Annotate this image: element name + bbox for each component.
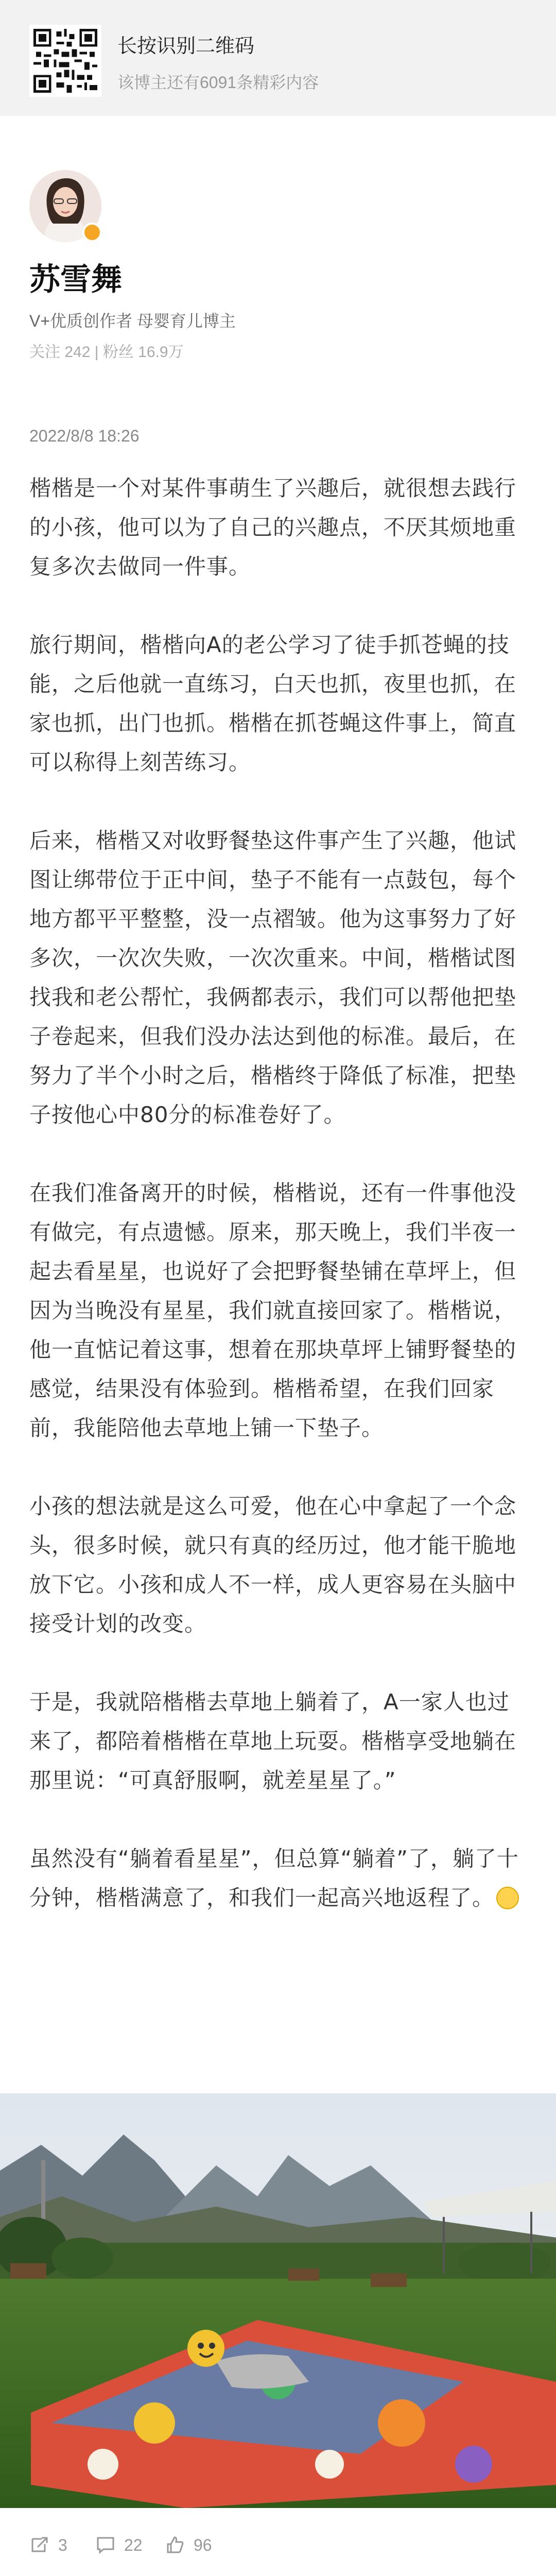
repost-button[interactable] bbox=[29, 2535, 67, 2555]
laughing-face-emoji-icon bbox=[496, 1887, 519, 1909]
banner-title: 长按识别二维码 bbox=[117, 36, 255, 57]
thumbs-up-icon bbox=[165, 2535, 185, 2555]
repost-count: 3 bbox=[58, 2535, 67, 2554]
post-photo[interactable] bbox=[0, 2093, 556, 2508]
like-button[interactable] bbox=[165, 2535, 212, 2555]
action-bar bbox=[0, 2508, 556, 2576]
paragraph: 在我们准备离开的时候，楷楷说，还有一件事他没有做完，有点遗憾。原来，那天晚上，我们半夜一起去看星星，也说好了会把野餐垫铺在草坪上，但因为当晚没有星星，我们就直接回家了。楷楷说，他一直惦记着这事，想着在那块草坪上铺野餐垫的感觉，结果没有体验到。楷楷希望，在我们回家前，我能陪他去草地上铺一下垫子。 bbox=[29, 1180, 517, 1440]
paragraph: 小孩的想法就是这么可爱，他在心中拿起了一个念头，很多时候，就只有真的经历过，他才能干脆地放下它。小孩和成人不一样，成人更容易在头脑中接受计划的改变。 bbox=[29, 1494, 517, 1636]
comment-icon bbox=[95, 2535, 116, 2555]
author-stats: 关注 242 | 粉丝 16.9万 bbox=[29, 344, 184, 361]
paragraph-last bbox=[29, 1839, 529, 1918]
paragraph: 旅行期间，楷楷向A的老公学习了徒手抓苍蝇的技能，之后他就一直练习，白天也抓，夜里也抓，在家也抓，出门也抓。楷楷在抓苍蝇这件事上，简直可以称得上刻苦练习。 bbox=[29, 632, 517, 775]
comment-count: 22 bbox=[124, 2535, 143, 2554]
qr-banner[interactable] bbox=[0, 0, 556, 116]
comment-button[interactable] bbox=[95, 2535, 143, 2555]
repost-icon bbox=[29, 2535, 50, 2555]
verified-badge-icon bbox=[82, 223, 102, 242]
paragraph: 于是，我就陪楷楷去草地上躺着了，A一家人也过来了，都陪着楷楷在草地上玩耍。楷楷享受地躺在那里说：“可真舒服啊，就差星星了。” bbox=[29, 1689, 517, 1793]
author-description: V+优质创作者 母婴育儿博主 bbox=[29, 312, 236, 330]
banner-subtitle: 该博主还有6091条精彩内容 bbox=[117, 73, 319, 92]
post-date: 2022/8/8 18:26 bbox=[29, 427, 140, 445]
paragraph: 后来，楷楷又对收野餐垫这件事产生了兴趣，他试图让绑带位于正中间，垫子不能有一点鼓包，每个地方都平平整整，没一点褶皱。他为这事努力了好多次，一次次失败，一次次重来。中间，楷楷试图找我和老公帮忙，我俩都表示，我们可以帮他把垫子卷起来，但我们没办法达到他的标准。最后，在努力了半个小时之后，楷楷终于降低了标准，把垫子按他心中80分的标准卷好了。 bbox=[29, 828, 517, 1127]
paragraph-text: 虽然没有“躺着看星星”，但总算“躺着”了，躺了十分钟，楷楷满意了，和我们一起高兴地返程了。 bbox=[29, 1846, 519, 1910]
paragraph: 楷楷是一个对某件事萌生了兴趣后，就很想去践行的小孩，他可以为了自己的兴趣点，不厌其烦地重复多次去做同一件事。 bbox=[29, 476, 517, 579]
post-content bbox=[29, 469, 529, 1918]
qr-code-icon[interactable] bbox=[29, 25, 101, 97]
like-count: 96 bbox=[194, 2535, 212, 2554]
author-name[interactable]: 苏雪舞 bbox=[29, 262, 122, 298]
